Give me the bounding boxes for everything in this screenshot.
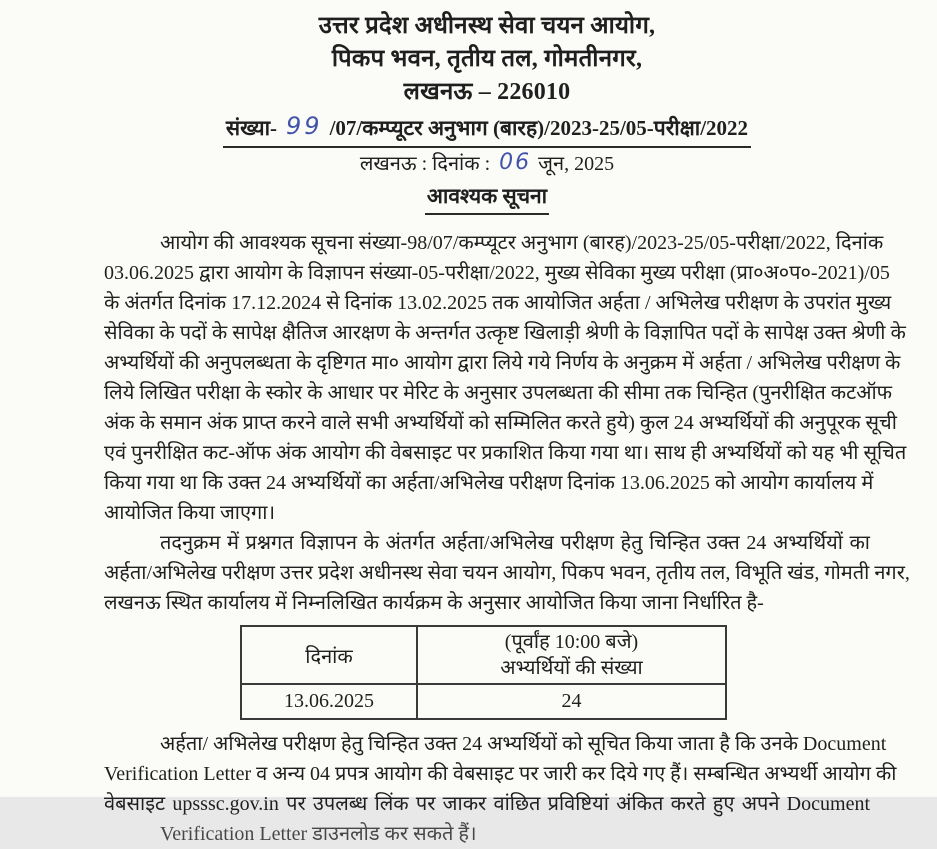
paragraph-1 bbox=[104, 228, 907, 528]
paragraph2-line: तदनुक्रम में प्रश्नगत विज्ञापन के अंतर्गत अर्हता/अभिलेख परीक्षण हेतु चिन्हित उक्त 24 अभ्यर्थियों का bbox=[160, 532, 870, 554]
clipped-last-line: Verification Letter डाउनलोड कर सकते हैं। bbox=[160, 823, 477, 845]
paragraph1-line: एवं पुनरीक्षित कट-ऑफ अंक आयोग की वेबसाइट पर प्रकाशित किया गया था। साथ ही अभ्यर्थियों को यह भी सूचित bbox=[104, 442, 907, 464]
paragraph3-line: अर्हता/ अभिलेख परीक्षण हेतु चिन्हित उक्त 24 अभ्यर्थियों को सूचित किया जाता है कि उनके Document bbox=[160, 733, 887, 755]
table-cell-date: 13.06.2025 bbox=[241, 684, 417, 719]
table-header-time: (पूर्वांह 10:00 बजे) bbox=[504, 631, 639, 653]
document-content bbox=[104, 10, 910, 845]
paragraph1-line: 03.06.2025 द्वारा आयोग के विज्ञापन संख्या-05-परीक्षा/2022, मुख्य सेविका मुख्य परीक्षा (प्रा०अ०प०-2021)/05 bbox=[104, 262, 890, 284]
paragraph1-line: सेविका के पदों के सापेक्ष क्षैतिज आरक्षण के अन्तर्गत उत्कृष्ट खिलाड़ी श्रेणी के विज्ञापित पदों के सापेक्ष उक्त श्रेणी के bbox=[104, 322, 906, 344]
org-name: उत्तर प्रदेश अधीनस्थ सेवा चयन आयोग, bbox=[318, 13, 656, 39]
org-address: पिकप भवन, तृतीय तल, गोमतीनगर, bbox=[331, 46, 643, 72]
date-suffix: जून, 2025 bbox=[538, 153, 615, 175]
notice-title-line bbox=[104, 180, 870, 215]
paragraph3-line: वेबसाइट upsssc.gov.in पर उपलब्ध लिंक पर जाकर वांछित प्रविष्टियां अंकित करते हुए अपने Document bbox=[104, 793, 870, 815]
table-cell-count: 24 bbox=[417, 684, 726, 719]
org-city-pincode: लखनऊ – 226010 bbox=[403, 79, 571, 105]
paragraph1-line: लिये लिखित परीक्षा के स्कोर के आधार पर मेरिट के अनुसार उपलब्धता की सीमा तक चिन्हित (पुनरीक्षित कटऑफ bbox=[104, 382, 893, 404]
paragraph1-line: के अंतर्गत दिनांक 17.12.2024 से दिनांक 13.02.2025 तक आयोजित अर्हता / अभिलेख परीक्षण के उपरांत मुख्य bbox=[104, 292, 892, 314]
ref-suffix: /07/कम्प्यूटर अनुभाग (बारह)/2023-25/05-परीक्षा/2022 bbox=[329, 116, 749, 140]
paragraph1-line: अभ्यर्थियों की अनुपलब्धता के दृष्टिगत मा० आयोग द्वारा लिये गये निर्णय के अनुक्रम में अर्हता / अभिलेख परीक्षण के bbox=[104, 352, 901, 374]
handwritten-date: 06 bbox=[499, 150, 532, 175]
table-header-date: दिनांक bbox=[241, 626, 417, 684]
exam-schedule-table bbox=[240, 625, 727, 720]
paragraph1-line: किया गया था कि उक्त 24 अभ्यर्थियों का अर्हता/अभिलेख परीक्षण दिनांक 13.06.2025 को आयोग कार्यालय में bbox=[104, 472, 874, 494]
handwritten-ref-number: 99 bbox=[286, 112, 323, 140]
paragraph-2 bbox=[104, 528, 910, 618]
paragraph1-line: अंक के समान अंक प्राप्त करने वाले सभी अभ्यर्थियों को सम्मिलित करते हुये) कुल 24 अभ्यर्थियों की अनुपूरक सूची bbox=[104, 412, 897, 434]
paragraph2-line: अर्हता/अभिलेख परीक्षण उत्तर प्रदेश अधीनस्थ सेवा चयन आयोग, पिकप भवन, तृतीय तल, विभूति खंड, गोमती नगर, bbox=[104, 562, 910, 584]
notice-body bbox=[104, 228, 910, 845]
ref-prefix: संख्या- bbox=[225, 116, 278, 140]
table-row bbox=[241, 684, 726, 719]
paragraph1-line: आयोजित किया जाएगा। bbox=[104, 502, 276, 524]
paragraph3-line: Verification Letter व अन्य 04 प्रपत्र आयोग की वेबसाइट पर जारी कर दिये गए हैं। सम्बन्धित अभ्यर्थी आयोग की bbox=[104, 763, 897, 785]
letterhead bbox=[104, 10, 870, 215]
place-date-prefix: लखनऊ : दिनांक : bbox=[359, 153, 491, 175]
place-date-line bbox=[104, 148, 870, 180]
table-header-candidates bbox=[417, 626, 726, 684]
paragraph-3 bbox=[104, 729, 897, 819]
table-header-row bbox=[241, 626, 726, 684]
paragraph2-line: लखनऊ स्थित कार्यालय में निम्नलिखित कार्यक्रम के अनुसार आयोजित किया जाना निर्धारित है- bbox=[104, 592, 764, 614]
notice-title: आवश्यक सूचना bbox=[425, 180, 549, 215]
reference-number-line bbox=[104, 110, 870, 148]
table-header-count-label: अभ्यर्थियों की संख्या bbox=[500, 657, 643, 679]
paragraph1-line: आयोग की आवश्यक सूचना संख्या-98/07/कम्प्यूटर अनुभाग (बारह)/2023-25/05-परीक्षा/2022, दिनांक bbox=[160, 232, 884, 254]
